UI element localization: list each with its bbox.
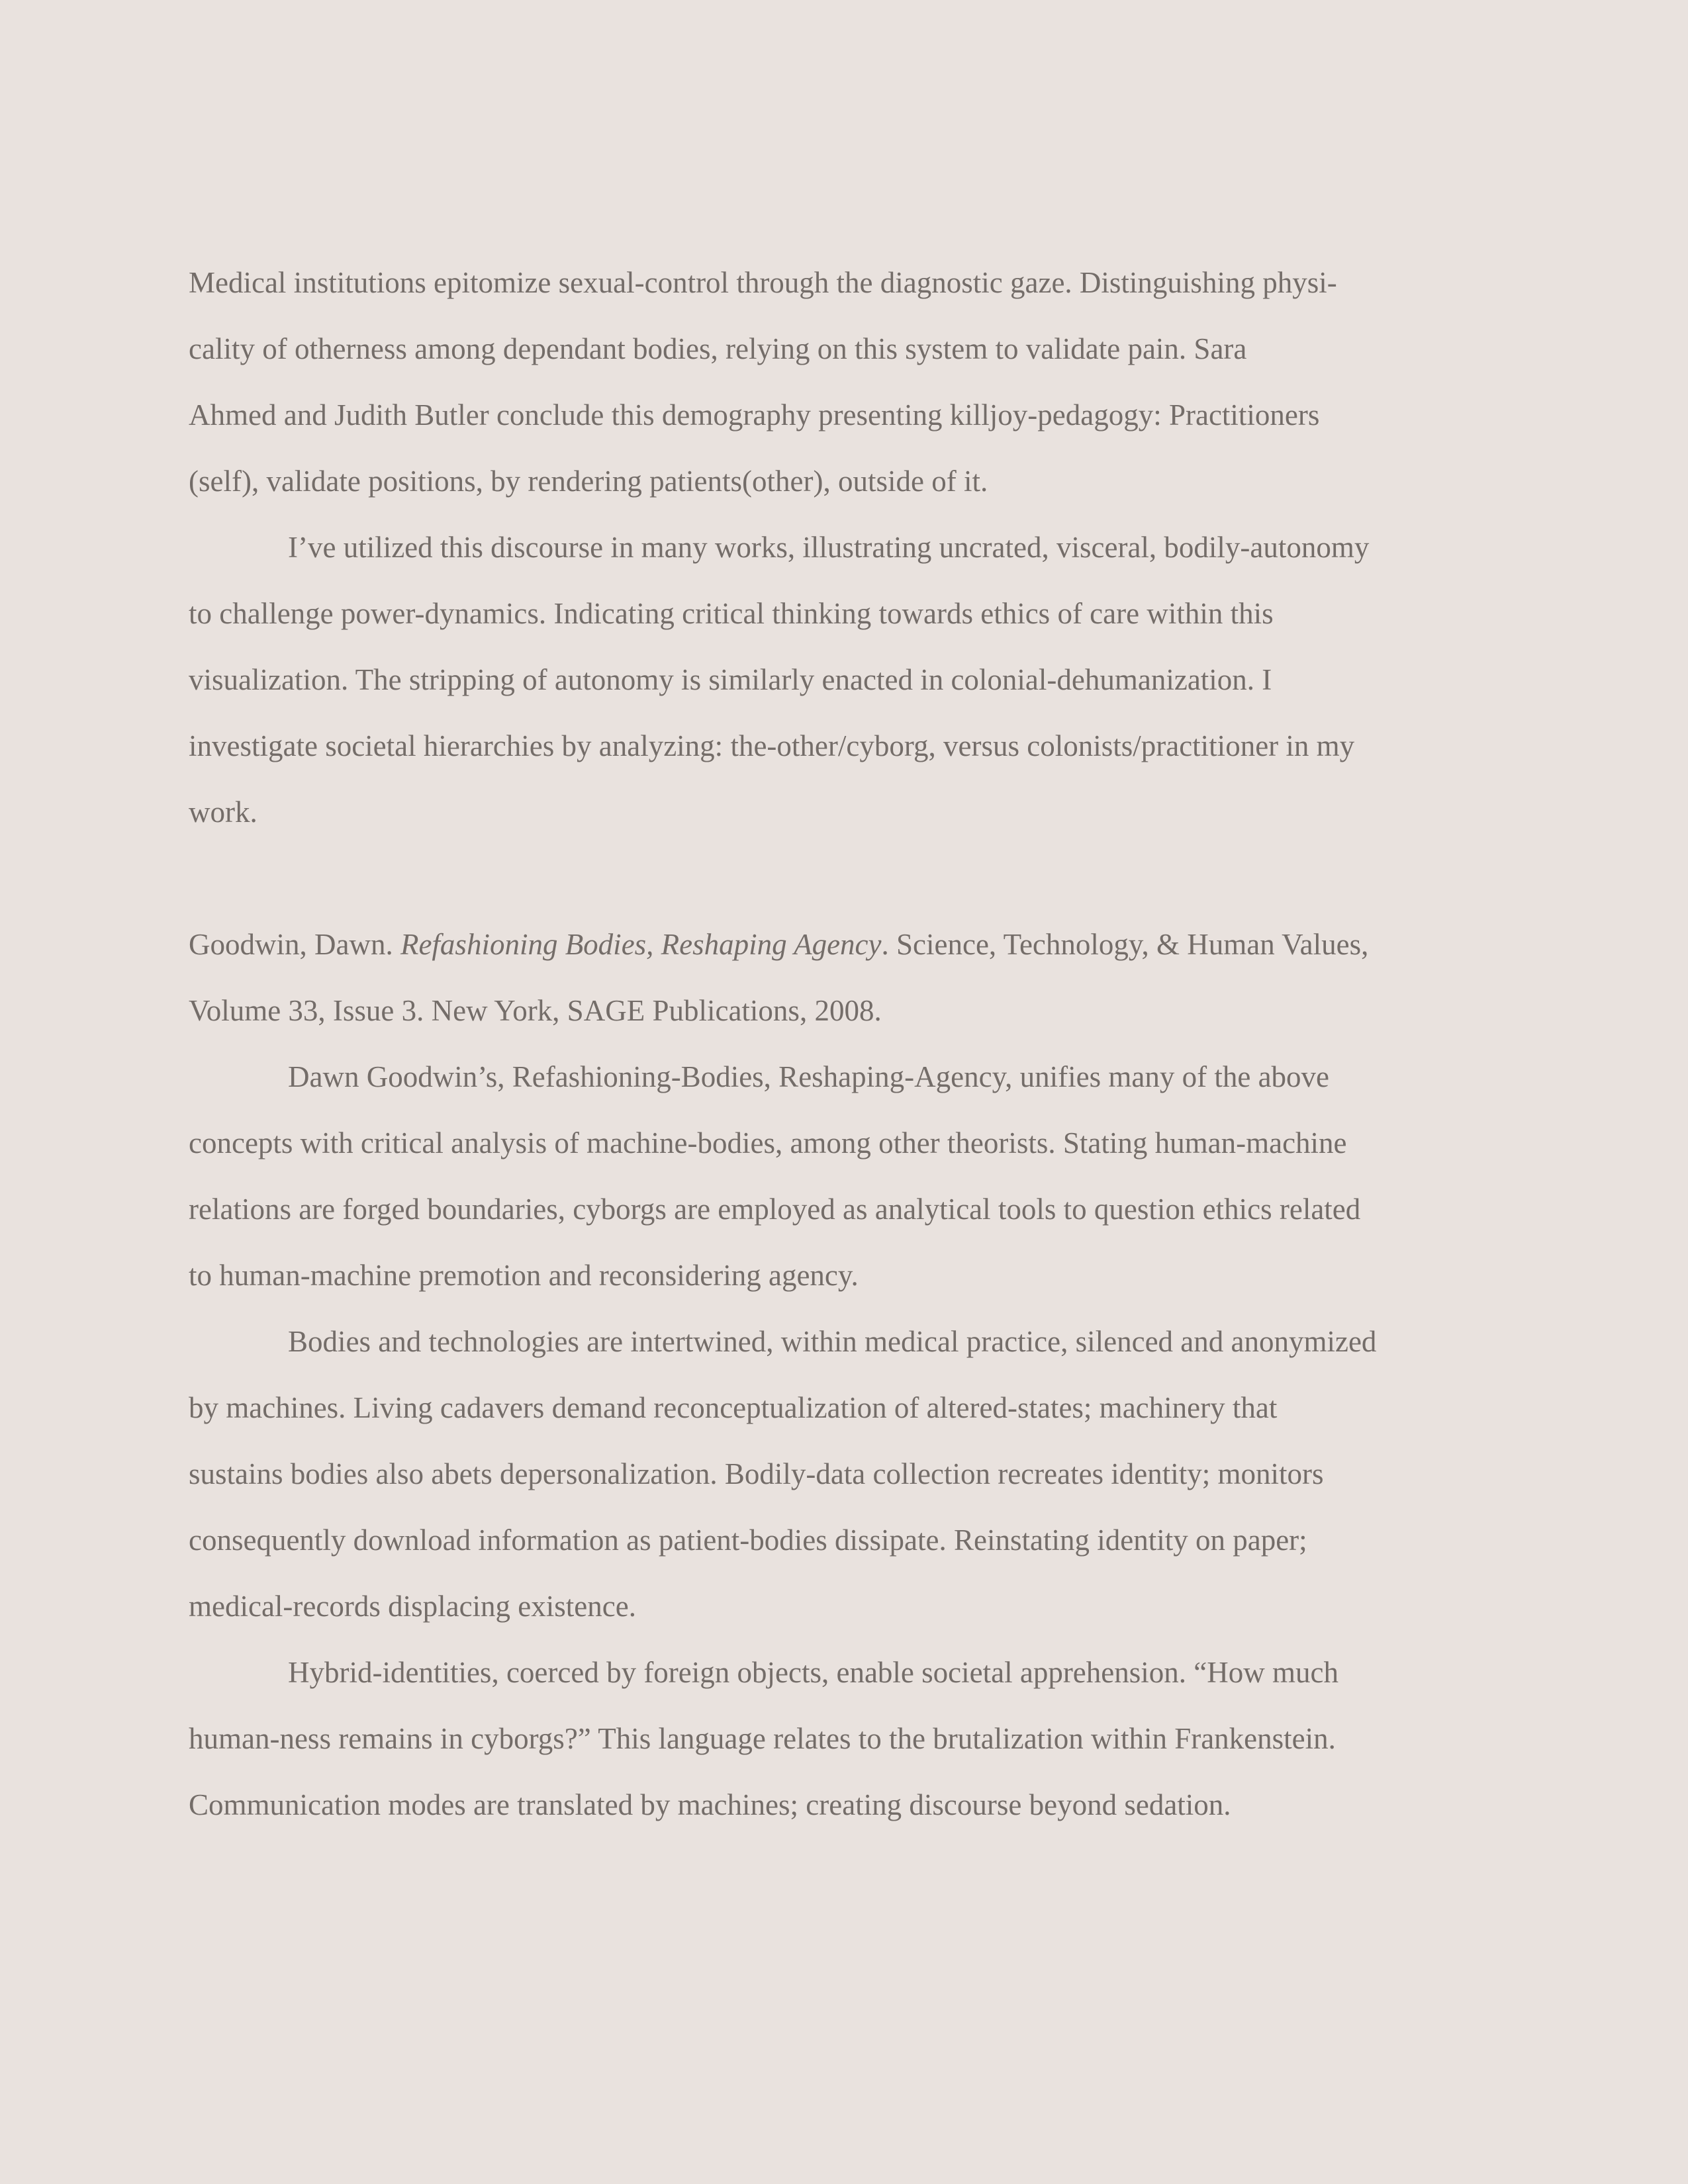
text-line	[189, 647, 1532, 713]
text-line	[189, 1772, 1532, 1838]
text-segment: to challenge power-dynamics. Indicating critical thinking towards ethics of care within this	[189, 597, 1274, 630]
text-line	[189, 1242, 1532, 1308]
text-segment: Communication modes are translated by machines; creating discourse beyond sedation.	[189, 1788, 1231, 1821]
text-line	[189, 1507, 1532, 1573]
text-line	[189, 1441, 1532, 1507]
text-line	[189, 1044, 1532, 1110]
text-segment: concepts with critical analysis of machine-bodies, among other theorists. Stating human-machine	[189, 1126, 1347, 1160]
text-segment: by machines. Living cadavers demand reconceptualization of altered-states; machinery that	[189, 1391, 1278, 1424]
text-line	[189, 514, 1532, 580]
text-line	[189, 1375, 1532, 1441]
text-segment: I’ve utilized this discourse in many works, illustrating uncrated, visceral, bodily-autonomy	[288, 531, 1370, 564]
text-line	[189, 1706, 1532, 1772]
text-segment: to human-machine premotion and reconsidering agency.	[189, 1259, 859, 1292]
text-line	[189, 448, 1532, 514]
essay-text	[189, 250, 1532, 1838]
text-line	[189, 580, 1532, 647]
text-segment: visualization. The stripping of autonomy is similarly enacted in colonial-dehumanization. I	[189, 663, 1272, 696]
text-line	[189, 911, 1532, 978]
text-line	[189, 250, 1532, 316]
text-segment: consequently download information as patient-bodies dissipate. Reinstating identity on paper;	[189, 1524, 1307, 1557]
text-segment: investigate societal hierarchies by analyzing: the-other/cyborg, versus colonists/practitioner in my	[189, 729, 1355, 762]
text-segment: Dawn Goodwin’s, Refashioning-Bodies, Reshaping-Agency, unifies many of the above	[288, 1060, 1330, 1093]
text-line	[189, 1176, 1532, 1242]
text-segment: Bodies and technologies are intertwined, within medical practice, silenced and anonymized	[288, 1325, 1377, 1358]
text-segment: sustains bodies also abets depersonalization. Bodily-data collection recreates identity; monitors	[189, 1457, 1324, 1490]
text-segment: (self), validate positions, by rendering patients(other), outside of it.	[189, 465, 988, 498]
text-segment: Volume 33, Issue 3. New York, SAGE Publications, 2008.	[189, 994, 882, 1027]
citation-title-italic: Refashioning Bodies, Reshaping Agency	[400, 928, 882, 961]
text-line	[189, 713, 1532, 779]
text-line	[189, 1639, 1532, 1706]
text-line	[189, 316, 1532, 382]
text-line	[189, 1308, 1532, 1375]
text-segment: Hybrid-identities, coerced by foreign objects, enable societal apprehension. “How much	[288, 1656, 1338, 1689]
text-segment: Ahmed and Judith Butler conclude this demography presenting killjoy-pedagogy: Practitioners	[189, 398, 1320, 432]
text-segment: Goodwin, Dawn.	[189, 928, 400, 961]
text-line	[189, 978, 1532, 1044]
text-segment: Medical institutions epitomize sexual-control through the diagnostic gaze. Distinguishing physi-	[189, 266, 1337, 299]
text-segment: work.	[189, 796, 258, 829]
text-segment: . Science, Technology, & Human Values,	[881, 928, 1369, 961]
text-line	[189, 382, 1532, 448]
text-segment: human-ness remains in cyborgs?” This language relates to the brutalization within Frankenstein.	[189, 1722, 1336, 1755]
text-line	[189, 1573, 1532, 1639]
blank-line	[189, 845, 1532, 911]
text-line	[189, 1110, 1532, 1176]
text-segment: medical-records displacing existence.	[189, 1590, 636, 1623]
text-line	[189, 779, 1532, 845]
text-segment: cality of otherness among dependant bodies, relying on this system to validate pain. Sara	[189, 332, 1247, 365]
text-segment: relations are forged boundaries, cyborgs are employed as analytical tools to question ethics related	[189, 1193, 1361, 1226]
